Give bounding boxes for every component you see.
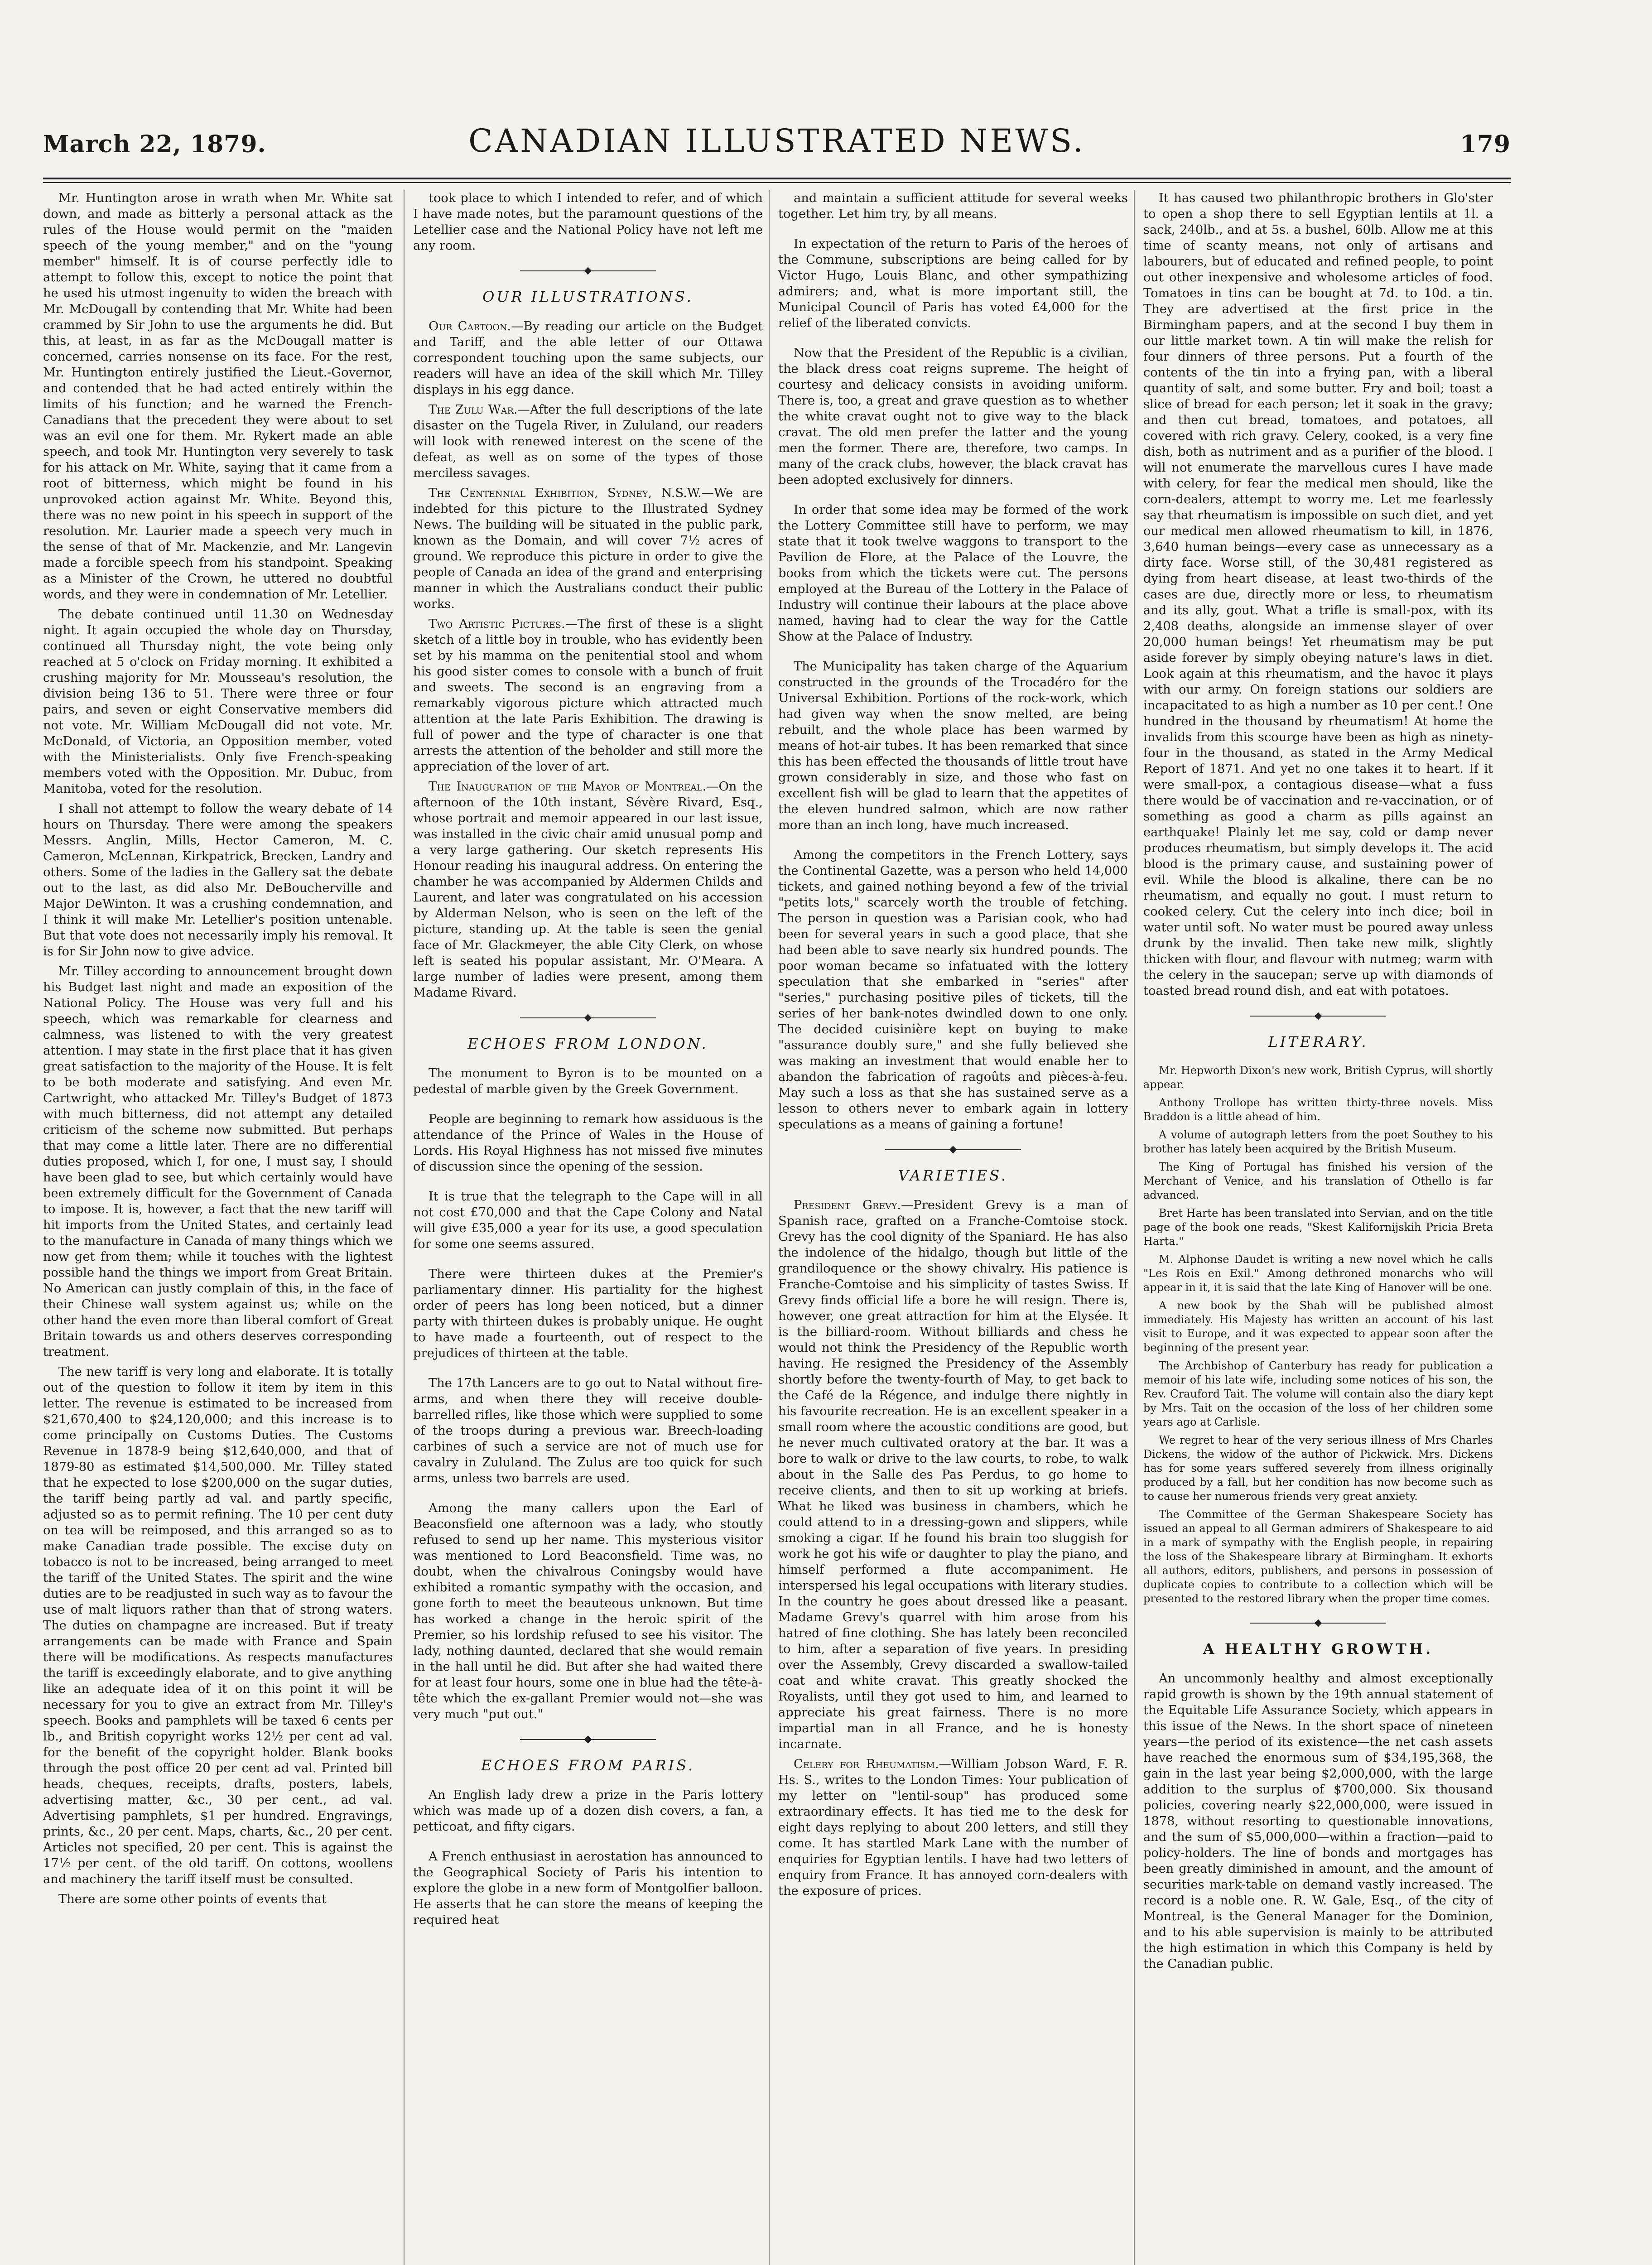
- literary-note: A volume of autograph letters from the poet Southey to his brother has lately been acquired by the British Museum.: [1143, 1128, 1493, 1155]
- page-number: 179: [1460, 130, 1511, 158]
- ornament-divider: [520, 1015, 656, 1021]
- paragraph: I shall not attempt to follow the weary debate of 14 hours on Thursday. There were among the speakers Messrs. Anglin, Mills, Hector Cameron, M. C. Cameron, McLennan, Kirkpatrick, Brecken, Landry and others. Some of the ladies in the Gallery sat the debate out to the last, as did also Mr. DeBoucherville and Major DeWinton. It was a crushing condemnation, and I think it will make Mr. Letellier's position untenable. But that vote does not necessarily imply his removal. It is for Sir John now to give advice.: [43, 802, 393, 959]
- literary-note: M. Alphonse Daudet is writing a new novel which he calls "Les Rois en Exil." Among dethroned monarchs who will appear in it, it is said that the late King of Hanover will be one.: [1143, 1253, 1493, 1294]
- masthead-rule-thin: [43, 182, 1511, 183]
- lead-in: Our Cartoon.: [429, 319, 511, 333]
- paragraph-body: —By reading our article on the Budget and Tariff, and the able letter of our Ottawa correspondent touching upon the same subjects, our readers will have an idea of the skill which Mr. Tilley displays in his egg dance.: [413, 319, 763, 397]
- paragraph: Mr. Huntington arose in wrath when Mr. White sat down, and made as bitterly a personal attack as the rules of the House would permit on the "maiden speech of the young member," and on the "young member" himself. It is of course perfectly idle to attempt to follow this, except to notice the point that he used his utmost ingenuity to widen the breach with Mr. McDougall by contending that Mr. White had been crammed by Sir John to use the arguments he did. But this, at least, in as far as the McDougall matter is concerned, carries nonsense on its face. For the rest, Mr. Huntington entirely justified the Lieut.-Governor, and contended that he had acted entirely within the limits of his function; and he warned the French-Canadians that the precedent they were about to set was an evil one for them. Mr. Rykert made an able speech, and took Mr. Huntington very severely to task for his attack on Mr. White, saying that it came from a root of bitterness, which might be found in his unprovoked action against Mr. White. Beyond this, there was no new point in his speech in support of the resolution. Mr. Laurier made a speech very much in the sense of that of Mr. Mackenzie, and Mr. Langevin made a forcible speech from his standpoint. Speaking as a Minister of the Crown, he uttered no doubtful words, and they were in condemnation of Mr. Letellier.: [43, 191, 393, 602]
- ornament-divider: [1250, 1620, 1386, 1626]
- paragraph-body: —We are indebted for this picture to the Illustrated Sydney News. The building will be situated in the public park, known as the Domain, and will cover 7½ acres of ground. We reproduce this picture in order to give the people of Canada an idea of the grand and enterprising manner in which the Australians conduct their public works.: [413, 486, 763, 611]
- paragraph-body: —After the full descriptions of the late disaster on the Tugela River, in Zululand, our readers will look with renewed interest on the scene of the defeat, as well as on some of the types of those merciless savages.: [413, 403, 763, 480]
- column-divider: [404, 190, 405, 2265]
- newspaper-title: CANADIAN ILLUSTRATED NEWS.: [468, 122, 1085, 159]
- paragraph: Among the many callers upon the Earl of Beaconsfield one afternoon was a lady, who stoutly refused to send up her name. This mysterious visitor was mentioned to Lord Beaconsfield. Time was, no doubt, when the chivalrous Coningsby would have exhibited a romantic sympathy with the occasion, and gone forth to meet the beauteous unknown. But time has worked a change in the heroic spirit of the Premier, so his lordship refused to see his visitor. The lady, nothing daunted, declared that she would remain in the hall until he did. But after she had waited there for at least four hours, some one in blue had the tête-à-tête which the ex-gallant Premier would not—she was very much "put out.": [413, 1501, 763, 1721]
- paragraph: took place to which I intended to refer, and of which I have made notes, but the paramount questions of the Letellier case and the National Policy have not left me any room.: [413, 191, 763, 253]
- paragraph: [413, 318, 763, 398]
- paragraph-body: —The first of these is a slight sketch of a little boy in trouble, who has evidently been set by his mamma on the penitential stool and whom his good sister comes to console with a bunch of fruit and sweets. The second is an engraving from a remarkably vigorous picture which attracted much attention at the late Paris Exhibition. The drawing is full of power and the type of character is one that arrests the attention of the beholder and still more the appreciation of the lover of art.: [413, 617, 763, 774]
- paragraph: A French enthusiast in aerostation has announced to the Geographical Society of Paris his intention to explore the globe in a new form of Montgolfier balloon. He asserts that he can store the means of keeping the required heat: [413, 1850, 763, 1927]
- literary-note: The Committee of the German Shakespeare Society has issued an appeal to all German admirers of Shakespeare to aid in a mark of sympathy with the English people, in repairing the loss of the Shakespeare library at Birmingham. It exhorts all authors, editors, publishers, and persons in possession of duplicate copies to contribute to a collection which will be presented to the restored library when the proper time comes.: [1143, 1508, 1493, 1605]
- paragraph: [778, 1756, 1128, 1899]
- column-3: [778, 190, 1128, 2265]
- paragraph: There were thirteen dukes at the Premier's parliamentary dinner. His partiality for the highest order of peers has long been noticed, but a dinner party with thirteen dukes is probably unique. He ought to have made a fourteenth, out of respect to the prejudices of thirteen at the table.: [413, 1267, 763, 1360]
- paragraph: In order that some idea may be formed of the work the Lottery Committee still have to perform, we may state that it took twelve waggons to transport to the Pavilion de Flore, at the Palace of the Louvre, the books from which the tickets were cut. The persons employed at the Bureau of the Lottery in the Palace of Industry will continue their labours at the place above named, having had to clear the way for the Cattle Show at the Palace of Industry.: [778, 503, 1128, 644]
- paragraph: There are some other points of events that: [58, 1892, 327, 1906]
- lead-in: Two Artistic Pictures.: [429, 617, 565, 631]
- paragraph: The new tariff is very long and elaborate. It is totally out of the question to follow it item by item in this letter. The revenue is estimated to be increased from $21,670,400 to $24,120,000; and this increase is to come principally on Customs Duties. The Customs Revenue in 1878-9 being $12,640,000, and that of 1879-80 as estimated $14,500,000. Mr. Tilley stated that he expected to lose $200,000 on the sugar duties, the tariff being partly ad val. and partly specific, adjusted so as to permit refining. The 10 per cent duty on tea will be reimposed, and this arranged so as to make Canadian trade possible. The excise duty on tobacco is not to be increased, being arranged to meet the tariff of the United States. The spirit and the wine duties are to be readjusted in such way as to favour the use of malt liquors rather than that of strong waters. The duties on champagne are increased. But if treaty arrangements can be made with France and Spain there will be modifications. As respects manufactures the tariff is exceedingly elaborate, and to give anything like an adequate idea of it on this point it will be necessary for you to give an extract from Mr. Tilley's speech. Books and pamphlets will be taxed 6 cents per lb., and British copyright works 12½ per cent ad val. for the benefit of the copyright holder. Blank books through the post office 20 per cent ad val. Printed bill heads, cheques, receipts, drafts, posters, labels, advertising matter, &c., 30 per cent., ad val. Advertising pamphlets, $1 per hundred. Engravings, prints, &c., 20 per cent. Maps, charts, &c., 20 per cent. Articles not specified, 20 per cent. This is against the 17½ per cent. of the old tariff. On cottons, woollens and machinery the tariff itself must be consulted.: [43, 1365, 393, 1886]
- literary-note: A new book by the Shah will be published almost immediately. His Majesty has written an account of his last visit to Europe, and it was expected to appear soon after the beginning of the present year.: [1143, 1299, 1493, 1354]
- masthead-rule: [43, 178, 1511, 179]
- column-4: [1143, 190, 1493, 2265]
- column-divider: [769, 190, 770, 2265]
- literary-note: The Archbishop of Canterbury has ready for publication a memoir of his late wife, including some notices of his son, the Rev. Crauford Tait. The volume will contain also the diary kept by Mrs. Tait on the occasion of the loss of her children some years ago at Carlisle.: [1143, 1359, 1493, 1428]
- section-heading: A HEALTHY GROWTH.: [1203, 1640, 1434, 1658]
- ornament-divider: [1250, 1013, 1386, 1019]
- literary-note: We regret to hear of the very serious illness of Mrs Charles Dickens, the widow of the author of Pickwick. Mrs. Dickens has for some years suffered severely from illness originally produced by a fall, but her condition has now become such as to cause her numerous friends very great anxiety.: [1143, 1434, 1493, 1503]
- ornament-divider: [520, 268, 656, 274]
- literary-note: Mr. Hepworth Dixon's new work, British Cyprus, will shortly appear.: [1143, 1064, 1493, 1091]
- paragraph: [778, 1197, 1128, 1752]
- masthead: [43, 122, 1511, 172]
- paragraph: The monument to Byron is to be mounted on a pedestal of marble given by the Greek Government.: [413, 1066, 763, 1096]
- literary-note: Bret Harte has been translated into Servian, and on the title page of the book one reads, "Skest Kalifornijskih Pricia Breta Harta.": [1143, 1207, 1493, 1248]
- literary-note: The King of Portugal has finished his version of the Merchant of Venice, and his translation of Othello is far advanced.: [1143, 1161, 1493, 1201]
- paragraph: [413, 485, 763, 612]
- lead-in: The Zulu War.: [429, 403, 518, 417]
- issue-date: March 22, 1879.: [43, 130, 266, 158]
- column-2: [413, 190, 763, 2265]
- ornament-divider: [520, 1737, 656, 1742]
- paragraph: [413, 616, 763, 775]
- column-1: [43, 190, 393, 2265]
- paragraph: Now that the President of the Republic is a civilian, the black dress coat reigns supreme. The height of courtesy and delicacy consists in avoiding uniform. There is, too, a great and grave question as to whether the white cravat ought not to give way to the black cravat. The old men prefer the latter and the young men the former. There are, therefore, two camps. In many of the crack clubs, however, the black cravat has been adopted exclusively for dinners.: [778, 346, 1128, 487]
- paragraph: The Municipality has taken charge of the Aquarium constructed in the grounds of the Trocadéro for the Universal Exhibition. Portions of the rock-work, which had given way when the snow melted, are being rebuilt, and the whole place has been warmed by means of hot-air tubes. It has been remarked that since this has been effected the thousands of little trout have grown considerably in size, and those who fast on excellent fish will be glad to learn that the appetites of the eleven hundred salmon, which are now rather more than an inch long, have much increased.: [778, 660, 1128, 832]
- paragraph: Among the competitors in the French Lottery, says the Continental Gazette, was a person who held 14,000 tickets, and gained nothing beyond a few of the trivial "petits lots," scarcely worth the trouble of fetching. The person in question was a Parisian cook, who had been for several years in such a good place, that she had been able to save nearly six hundred pounds. The poor woman became so infatuated with the lottery speculation that she embarked in "series" after "series," purchasing positive piles of tickets, till the series of her bank-notes dwindled down to one only. The decided cuisinière kept on buying to make "assurance doubly sure," and she fully believed she was making an investment that would enable her to abandon the fabrication of ragoûts and pièces-à-feu. May such a loss as that she has sustained serve as a lesson to others never to embark again in lottery speculations as a means of gaining a fortune!: [778, 848, 1128, 1132]
- ornament-divider: [885, 1147, 1021, 1152]
- lead-in: Celery for Rheumatism.: [794, 1757, 939, 1771]
- column-divider: [1134, 190, 1135, 2265]
- paragraph-body: —On the afternoon of the 10th instant, Sévère Rivard, Esq., whose portrait and memoir appeared in our last issue, was installed in the civic chair amid unusual pomp and a very large gathering. Our sketch represents His Honour reading his inaugural address. On entering the chamber he was accompanied by Aldermen Childs and Laurent, and later was congratulated on his accession by Alderman Nelson, who is seen on the left of the picture, standing up. At the table is seen the genial face of Mr. Glackmeyer, the able City Clerk, on whose left is seated his popular assistant, Mr. O'Meara. A large number of ladies were present, among them Madame Rivard.: [413, 780, 763, 1000]
- lead-in: President Grevy.: [794, 1198, 901, 1212]
- section-heading: OUR ILLUSTRATIONS.: [482, 288, 694, 305]
- paragraph: An uncommonly healthy and almost exceptionally rapid growth is shown by the 19th annual statement of the Equitable Life Assurance Society, which appears in this issue of the News. In the short space of nineteen years—the period of its existence—the net cash assets have reached the enormous sum of $34,195,368, the gain in the last year being $2,000,000, with the large addition to the surplus of $700,000. Six thousand policies, covering nearly $22,000,000, were issued in 1878, without resorting to questionable innovations, and the sum of $5,000,000—within a fraction—paid to policy-holders. The line of bonds and mortgages has been greatly diminished in amount, and the amount of securities mark-table on demand vastly increased. The record is a noble one. R. W. Gale, Esq., of the city of Montreal, is the General Manager for the Dominion, and to his able supervision is mainly to be attributed the high estimation in which this Company is held by the Canadian public.: [1143, 1672, 1493, 1971]
- paragraph: and maintain a sufficient attitude for several weeks together. Let him try, by all means.: [778, 191, 1128, 221]
- paragraph: [413, 402, 763, 481]
- section-heading: VARIETIES.: [898, 1167, 1008, 1184]
- literary-note: Anthony Trollope has written thirty-three novels. Miss Braddon is a little ahead of him.: [1143, 1096, 1493, 1123]
- paragraph: Mr. Tilley according to announcement brought down his Budget last night and made an exposition of the National Policy. The House was very full and his speech, which was remarkable for clearness and calmness, was listened to with the very greatest attention. I may state in the first place that it has given great satisfaction to the majority of the House. It is felt to be both moderate and satisfying. And even Mr. Cartwright, who attacked Mr. Tilley's Budget of 1873 with much bitterness, did not attempt any detailed criticism of the scheme now submitted. But perhaps that may come a little later. There are no differential duties proposed, which I, for one, I must say, I should have been glad to see, but which certainly would have been extremely difficult for the Government of Canada to impose. It is, however, a fact that the new tariff will hit imports from the United States, and certainly lead to the manufacture in Canada of many things which we now get from them; while it touches with the lightest possible hand the things we import from Great Britain. No American can justly complain of this, in the face of their Chinese wall system against us; while on the other hand the even more than liberal comfort of Great Britain towards us and others deserves corresponding treatment.: [43, 964, 393, 1359]
- paragraph: It is true that the telegraph to the Cape will in all not cost £70,000 and that the Cape Colony and Natal will give £35,000 a year for its use, a good speculation for some one seems assured.: [413, 1190, 763, 1251]
- paragraph: In expectation of the return to Paris of the heroes of the Commune, subscriptions are being called for by Victor Hugo, Louis Blanc, and other sympathizing admirers; and, what is more important still, the Municipal Council of Paris has voted £4,000 for the relief of the liberated convicts.: [778, 237, 1128, 330]
- paragraph: [413, 779, 763, 1001]
- paragraph: It has caused two philanthropic brothers in Glo'ster to open a shop there to sell Egyptian lentils at 1l. a sack, 240lb., and at 5s. a bushel, 60lb. Allow me at this time of scanty means, not only of artisans and labourers, but of educated and refined people, to point out other inexpensive and wholesome articles of food. Tomatoes in tins can be bought at 7d. to 10d. a tin. They are advertised at the first price in the Birmingham papers, and at the second I buy them in our little market town. A tin will make the relish for four dinners of three persons. Put a fourth of the contents of the tin into a frying pan, with a liberal quantity of salt, and some butter. Fry and boil; toast a slice of bread for each person; let it soak in the gravy; and then cut bread, tomatoes, and potatoes, all covered with rich gravy. Celery, cooked, is a very fine dish, both as nutriment and as a purifier of the blood. I will not enumerate the marvellous cures I have made with celery, for fear the medical men should, like the corn-dealers, attempt to worry me. Let me fearlessly say that rheumatism is impossible on such diet, and yet our medical men allowed rheumatism to kill, in 1876, 3,640 human beings—every case as unnecessary as a dirty face. Worse still, of the 30,481 registered as dying from heart disease, at least two-thirds of the cases are due, directly more or less, to rheumatism and its ally, gout. What a trifle is small-pox, with its 2,408 deaths, alongside an immense slayer of over 20,000 human beings! Yet rheumatism may be put aside forever by simply obeying nature's laws in diet. Look again at this rheumatism, and the havoc it plays with our army. On foreign stations our soldiers are incapacitated to as high a number as 10 per cent.! One hundred in the thousand by rheumatism! At home the invalids from this scourge have been as high as ninety-four in the thousand, as stated in the Army Medical Report of 1871. And yet no one takes it to heart. If it were small-pox, a contagious disease—what a fuss there would be of vaccination and re-vaccination, or of something as good a charm as pills against an earthquake! Plainly let me say, cold or damp never produces rheumatism, but simply develops it. The acid blood is the primary cause, and sustaining power of evil. While the blood is alkaline, there can be no rheumatism, and equally no gout. I must return to cooked celery. Cut the celery into inch dice; boil in water until soft. No water must be poured away unless drunk by the invalid. Then take new milk, slightly thicken with flour, and flavour with nutmeg; warm with the celery in the saucepan; serve up with diamonds of toasted bread round dish, and eat with potatoes.: [1143, 191, 1493, 998]
- paragraph: People are beginning to remark how assiduous is the attendance of the Prince of Wales in the House of Lords. His Royal Highness has not missed five minutes of discussion since the opening of the session.: [413, 1112, 763, 1174]
- paragraph-body: —William Jobson Ward, F. R. Hs. S., writes to the London Times: Your publication of my letter on "lentil-soup" has produced some extraordinary effects. It has tied me to the desk for eight days replying to about 200 letters, and still they come. It has startled Mark Lane with the number of enquiries for Egyptian lentils. I have had two letters of enquiry from France. It has annoyed corn-dealers with the exposure of prices.: [778, 1757, 1128, 1898]
- paragraph: The 17th Lancers are to go out to Natal without fire-arms, and when there they will receive double-barrelled rifles, like those which were supplied to some of the troops during a previous war. Breech-loading carbines of such a service are not of much use for cavalry in Zululand. The Zulus are too quick for such arms, unless two barrels are used.: [413, 1376, 763, 1485]
- section-heading: LITERARY.: [1268, 1033, 1368, 1051]
- lead-in: The Inauguration of the Mayor of Montreal.: [429, 780, 707, 794]
- paragraph-body: —President Grevy is a man of Spanish race, grafted on a Franche-Comtoise stock. Grevy has the cool dignity of the Spaniard. He has also the indolence of the hidalgo, though but little of the grandiloquence or the showy chivalry. His patience is Franche-Comtoise and his simplicity of tastes Swiss. If Grevy finds official life a bore he will resign. There is, however, one great attraction for him at the Elysée. It is the billiard-room. Without billiards and chess he would not think the Presidency of the Republic worth having. He resigned the Presidency of the Assembly shortly before the twenty-fourth of May, to get back to the Café de la Régence, and indulge there nightly in his favourite recreation. He is an excellent speaker in a small room where the acoustic conditions are good, but he never much cultivated oratory at the bar. It was a bore to walk or drive to the law courts, to robe, to walk about in the Salle des Pas Perdus, to go home to receive clients, and then to sit up working at briefs. What he liked was business in chambers, which he could attend to in a dressing-gown and slippers, while smoking a cigar. If he found his brain too sluggish for work he got his wife or daughter to play the piano, and himself performed a flute accompaniment. He interspersed his legal occupations with literary studies. In the country he goes about dressed like a peasant. Madame Grevy's quarrel with him arose from his hatred of fine clothing. She has lately been reconciled to him, after a separation of five years. In presiding over the Assembly, Grevy discarded a swallow-tailed coat and white cravat. This greatly shocked the Royalists, until they got used to him, and learned to appreciate his great fairness. There is no more impartial man in all France, and he is honesty incarnate.: [778, 1198, 1128, 1751]
- paragraph: The debate continued until 11.30 on Wednesday night. It again occupied the whole day on Thursday, continued all Thursday night, the vote being only reached at 5 o'clock on Friday morning. It exhibited a crushing majority for Mr. Mousseau's resolution, the division being 136 to 51. There were three or four pairs, and seven or eight Conservative members did not vote. Mr. William McDougall did not vote. Mr. McDonald, of Victoria, an Opposition member, voted with the Ministerialists. Only five French-speaking members voted with the Opposition. Mr. Dubuc, from Manitoba, voted for the resolution.: [43, 607, 393, 796]
- lead-in: The Centennial Exhibition, Sydney, N.S.W.: [429, 486, 702, 500]
- section-heading: ECHOES FROM PARIS.: [481, 1757, 695, 1774]
- paragraph: An English lady drew a prize in the Paris lottery which was made up of a dozen dish covers, a fan, a petticoat, and fifty cigars.: [413, 1788, 763, 1834]
- section-heading: ECHOES FROM LONDON.: [467, 1035, 708, 1052]
